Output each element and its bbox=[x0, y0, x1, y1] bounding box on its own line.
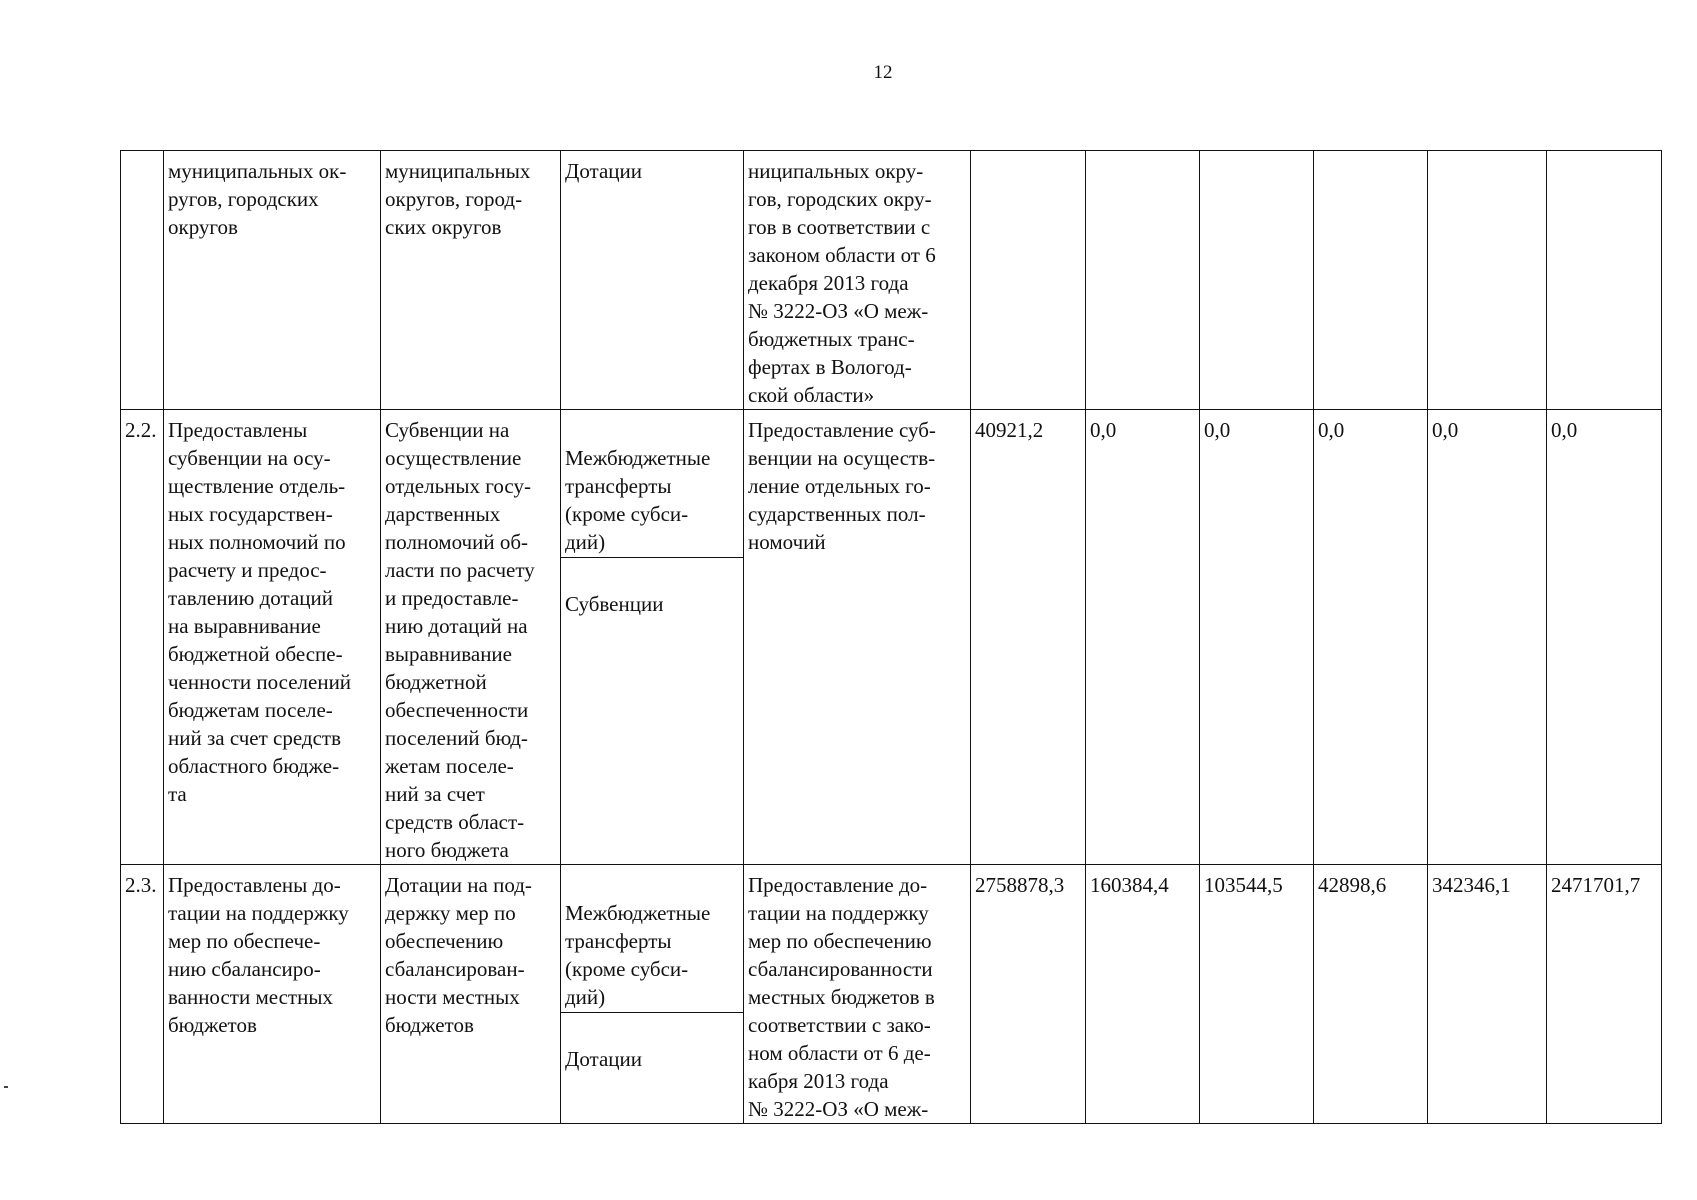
activity-description: Предоставление до- тации на поддержку мер по обеспечению сбалансированности местных бюджетов в соответствии с зако- ном области от 6 де- кабря 2013 года № 3222-ОЗ «О меж- bbox=[744, 865, 971, 1124]
indicator-name: Субвенции на осуществление отдельных госу- дарственных полномочий об- ласти по расчету и предоставле- нию дотаций на выравнивание бюджетной обеспеченности поселений бюд- жетам поселе- ний за счет средств област- ного бюджета bbox=[381, 410, 561, 865]
activity-description: ниципальных окру- гов, городских окру- гов в соответствии с законом области от 6 декабря 2013 года № 3222-ОЗ «О меж- бюджетных транс- фертах в Вологод- ской области» bbox=[744, 151, 971, 410]
value-cell: 2758878,3 bbox=[971, 865, 1086, 1124]
value-cell bbox=[1200, 151, 1314, 410]
transfer-category: Межбюджетные трансферты (кроме субси- дий) bbox=[561, 438, 743, 558]
value-cell bbox=[1547, 151, 1662, 410]
value-cell: 0,0 bbox=[1428, 410, 1547, 865]
transfer-type: Дотации bbox=[561, 151, 744, 410]
value-cell: 0,0 bbox=[1086, 410, 1200, 865]
value-cell: 42898,6 bbox=[1314, 865, 1428, 1124]
value-cell bbox=[1086, 151, 1200, 410]
value-cell: 0,0 bbox=[1200, 410, 1314, 865]
transfer-type-cell bbox=[561, 865, 744, 1124]
value-cell: 160384,4 bbox=[1086, 865, 1200, 1124]
page-number: 12 bbox=[873, 62, 893, 83]
indicator-name: Дотации на под- держку мер по обеспечению сбалансирован- ности местных бюджетов bbox=[381, 865, 561, 1124]
transfer-type: Дотации bbox=[565, 1047, 643, 1071]
transfer-type-cell bbox=[561, 410, 744, 865]
table-row bbox=[121, 151, 1662, 410]
row-number: 2.3. bbox=[121, 865, 164, 1124]
value-cell: 40921,2 bbox=[971, 410, 1086, 865]
value-cell: 103544,5 bbox=[1200, 865, 1314, 1124]
value-cell: 2471701,7 bbox=[1547, 865, 1662, 1124]
indicator-name: муниципальных округов, город- ских округов bbox=[381, 151, 561, 410]
table-row bbox=[121, 865, 1662, 1124]
scan-artifact-mark bbox=[4, 1086, 8, 1088]
result-description: муниципальных ок- ругов, городских округов bbox=[164, 151, 381, 410]
result-description: Предоставлены до- тации на поддержку мер по обеспече- нию сбалансиро- ванности местных бюджетов bbox=[164, 865, 381, 1124]
table-row bbox=[121, 410, 1662, 865]
value-cell: 0,0 bbox=[1547, 410, 1662, 865]
value-cell bbox=[1428, 151, 1547, 410]
activity-description: Предоставление суб- венции на осуществ- ление отдельных го- сударственных пол- номочий bbox=[744, 410, 971, 865]
value-cell: 342346,1 bbox=[1428, 865, 1547, 1124]
transfer-type: Субвенции bbox=[565, 592, 664, 616]
budget-table bbox=[120, 150, 1662, 1124]
transfer-category: Межбюджетные трансферты (кроме субси- дий) bbox=[561, 893, 743, 1013]
row-number bbox=[121, 151, 164, 410]
value-cell: 0,0 bbox=[1314, 410, 1428, 865]
result-description: Предоставлены субвенции на осу- ществление отдель- ных государствен- ных полномочий по расчету и предос- тавлению дотаций на выравнивание бюджетной обеспе- ченности поселений бюджетам поселе- ний за счет средств областного бюдже- та bbox=[164, 410, 381, 865]
value-cell bbox=[1314, 151, 1428, 410]
value-cell bbox=[971, 151, 1086, 410]
row-number: 2.2. bbox=[121, 410, 164, 865]
